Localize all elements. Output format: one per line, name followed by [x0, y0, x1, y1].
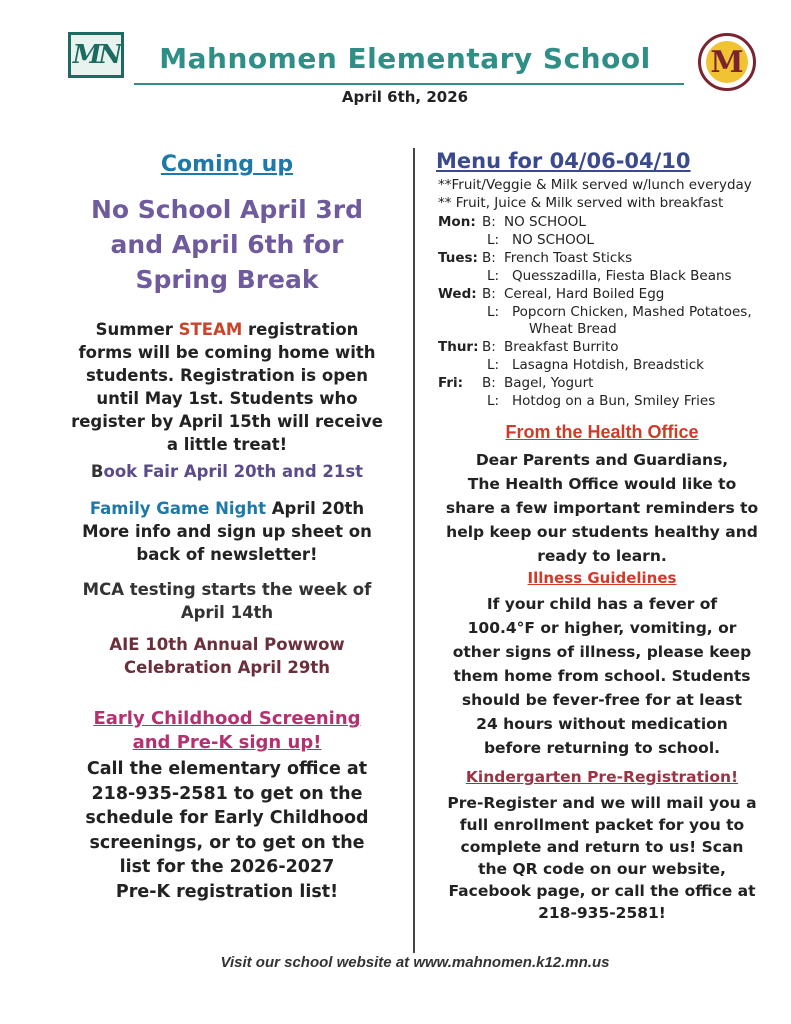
health-intro: [432, 448, 772, 568]
menu-meal: B:: [482, 339, 496, 356]
menu-row: [438, 268, 768, 284]
no-school-line: Spring Break: [135, 265, 319, 294]
menu-meal: B:: [482, 285, 496, 302]
menu-row: [438, 250, 768, 266]
game-night-title: Family Game Night: [89, 499, 267, 518]
illness-line: should be fever-free for at least: [461, 691, 743, 709]
menu-day: Thur:: [438, 339, 479, 356]
school-logo-m: [698, 33, 756, 91]
ec-line: Call the elementary office at: [86, 759, 368, 779]
column-divider: [413, 148, 415, 953]
menu-row: [438, 214, 768, 230]
menu-day: [438, 304, 482, 320]
menu-meal: B:: [482, 375, 496, 392]
menu-day: [438, 393, 482, 409]
menu-item-text: Cereal, Hard Boiled Egg: [504, 285, 665, 302]
ec-line: schedule for Early Childhood: [85, 808, 369, 828]
menu-day: [438, 321, 482, 337]
newsletter-date: April 6th, 2026: [341, 88, 469, 106]
kg-line: Facebook page, or call the office at: [448, 882, 756, 900]
powwow-celebration: [58, 633, 396, 679]
health-line: The Health Office would like to: [467, 475, 737, 493]
menu-day: [438, 232, 482, 248]
menu-item-text: Quesszadilla, Fiesta Black Beans: [512, 267, 732, 284]
game-night-date: April 20th: [266, 499, 365, 518]
menu-day: Tues:: [438, 249, 478, 266]
menu-item-text: Bagel, Yogurt: [504, 375, 594, 392]
menu-item-text: Wheat Bread: [529, 321, 617, 338]
illness-guidelines: [432, 592, 772, 760]
steam-text: Summer: [95, 320, 179, 339]
health-office-heading: From the Health Office: [505, 422, 699, 442]
illness-line: 100.4°F or higher, vomiting, or: [467, 619, 737, 637]
logo-m-text: M: [706, 41, 748, 83]
menu-item-text: Popcorn Chicken, Mashed Potatoes,: [512, 303, 752, 320]
steam-line: forms will be coming home with: [78, 343, 376, 362]
menu-item-text: Breakfast Burrito: [504, 339, 619, 356]
health-line: Dear Parents and Guardians,: [475, 451, 729, 469]
kindergarten-body: [432, 792, 772, 924]
kg-line: Pre-Register and we will mail you a: [447, 794, 757, 812]
early-childhood-heading: [58, 707, 396, 755]
menu-day: [438, 357, 482, 373]
title-underline: [134, 83, 684, 85]
menu-row: [438, 304, 768, 320]
steam-line: until May 1st. Students who: [96, 389, 358, 408]
menu-row: [438, 286, 768, 302]
steam-registration: [58, 318, 396, 456]
ec-line: 218-935-2581 to get on the: [91, 783, 363, 804]
menu-note: **Fruit/Veggie & Milk served w/lunch everyday: [438, 177, 752, 193]
menu-item-text: Hotdog on a Bun, Smiley Fries: [512, 393, 716, 409]
kg-line: 218-935-2581!: [538, 904, 666, 922]
game-night-line: back of newsletter!: [136, 545, 318, 564]
menu-meal: B:: [482, 214, 496, 230]
menu-row: [438, 339, 768, 355]
early-childhood-body: [58, 757, 396, 904]
logo-mn-text: MN: [72, 40, 120, 70]
menu-meal: [482, 321, 504, 337]
ec-line: Pre-K registration list!: [115, 881, 339, 902]
menu-row: [438, 321, 768, 337]
illness-line: 24 hours without medication: [476, 715, 728, 733]
powwow-line: Celebration April 29th: [124, 658, 330, 677]
kindergarten-heading: Kindergarten Pre-Registration!: [465, 768, 739, 786]
ec-line: screenings, or to get on the: [89, 832, 365, 853]
mca-testing: [58, 578, 396, 624]
menu-meal: L:: [487, 231, 500, 248]
menu-meal: L:: [487, 267, 500, 284]
illness-guidelines-heading: Illness Guidelines: [527, 569, 677, 587]
game-night-line: More info and sign up sheet on: [82, 522, 372, 541]
menu-row: [438, 375, 768, 391]
book-fair-text: ook Fair April 20th and 21st: [103, 462, 364, 481]
menu-meal: L:: [487, 393, 500, 409]
menu-day: Fri:: [438, 375, 464, 392]
menu-row: [438, 357, 768, 373]
no-school-line: No School April 3rd: [90, 195, 364, 224]
illness-line: them home from school. Students: [453, 667, 751, 685]
menu-day: Wed:: [438, 285, 477, 302]
powwow-line: AIE 10th Annual Powwow: [109, 635, 345, 654]
steam-line: students. Registration is open: [86, 366, 368, 385]
school-logo-mn: [68, 32, 124, 78]
no-school-line: and April 6th for: [110, 230, 344, 259]
ec-title-line: and Pre-K sign up!: [132, 732, 322, 753]
menu-note: ** Fruit, Juice & Milk served with breakfast: [438, 195, 724, 211]
health-line: ready to learn.: [537, 547, 667, 565]
illness-line: other signs of illness, please keep: [452, 643, 752, 661]
illness-line: before returning to school.: [483, 739, 721, 757]
family-game-night: [58, 497, 396, 566]
menu-item-text: NO SCHOOL: [504, 214, 586, 230]
ec-title-line: Early Childhood Screening: [93, 708, 361, 729]
mca-line: April 14th: [180, 603, 274, 622]
illness-line: If your child has a fever of: [486, 595, 718, 613]
menu-meal: L:: [487, 303, 500, 320]
menu-day: Mon:: [438, 214, 476, 230]
steam-text: registration: [242, 320, 359, 339]
menu-heading: Menu for 04/06-04/10: [436, 149, 691, 173]
menu-day: [438, 268, 482, 284]
mca-line: MCA testing starts the week of: [82, 580, 372, 599]
menu-item-text: Lasagna Hotdish, Breadstick: [512, 357, 704, 374]
kg-line: full enrollment packet for you to: [459, 816, 745, 834]
menu-meal: L:: [487, 357, 500, 374]
steam-line: register by April 15th will receive: [71, 412, 383, 431]
steam-line: a little treat!: [166, 435, 288, 454]
menu-item-text: NO SCHOOL: [512, 231, 594, 248]
kg-line: complete and return to us! Scan: [460, 838, 744, 856]
health-line: share a few important reminders to: [445, 499, 759, 517]
health-line: help keep our students healthy and: [446, 523, 758, 541]
menu-item-text: French Toast Sticks: [504, 249, 633, 266]
school-name: Mahnomen Elementary School: [159, 42, 651, 75]
menu-meal: B:: [482, 249, 496, 266]
no-school-notice: [58, 192, 396, 297]
menu-row: [438, 232, 768, 248]
ec-line: list for the 2026-2027: [119, 857, 335, 877]
website-footer[interactable]: Visit our school website at www.mahnomen.k12.mn.us: [220, 954, 610, 971]
book-fair: [58, 462, 396, 481]
coming-up-heading: Coming up: [160, 152, 294, 177]
steam-highlight: STEAM: [178, 320, 243, 339]
kg-line: the QR code on our website,: [478, 860, 726, 878]
menu-row: [438, 393, 768, 409]
book-fair-initial: B: [90, 462, 104, 481]
